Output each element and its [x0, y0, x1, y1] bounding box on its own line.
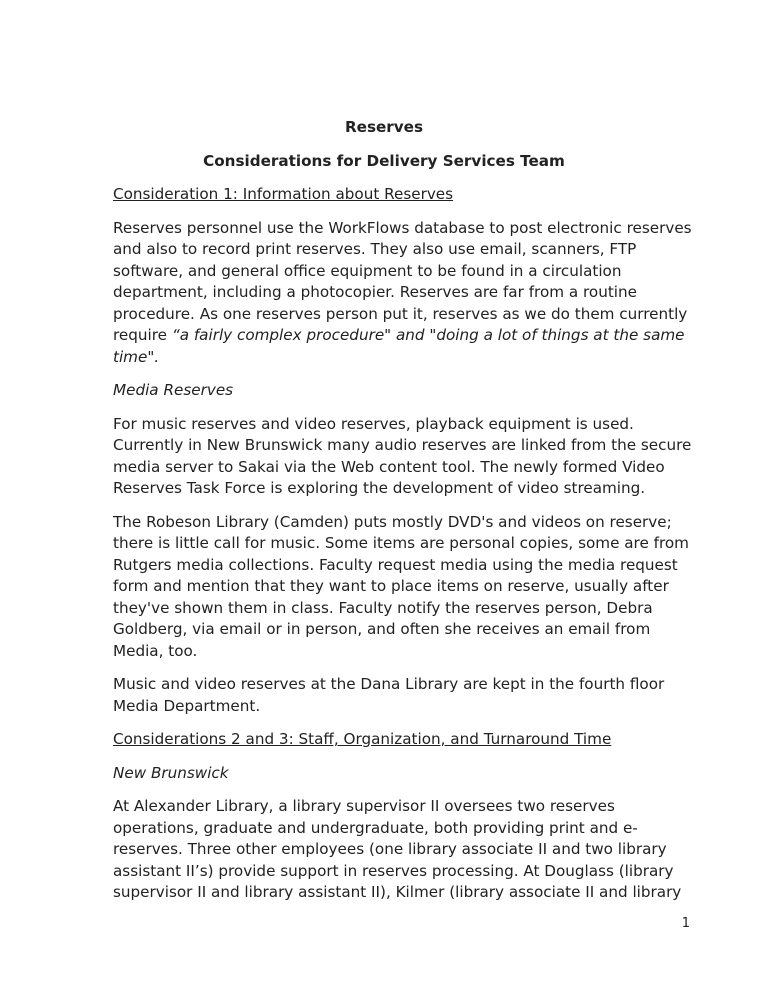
- text-line: form and mention that they want to place items on reserve, usually after: [113, 577, 669, 595]
- text-line: At Alexander Library, a library supervisor II oversees two reserves: [113, 797, 615, 815]
- text-line: procedure. As one reserves person put it, reserves as we do them currently: [113, 304, 688, 323]
- text-line: Currently in New Brunswick many audio reserves are linked from the secure: [113, 436, 692, 454]
- section-heading-1: Consideration 1: Information about Reserves: [113, 185, 454, 203]
- document-title: Reserves: [344, 118, 424, 136]
- text-line: and also to record print reserves. They also use email, scanners, FTP: [113, 240, 637, 258]
- paragraph-dana-library: [113, 674, 713, 717]
- paragraph-alexander-library: [113, 796, 713, 904]
- text-line: The Robeson Library (Camden) puts mostly DVD's and videos on reserve;: [113, 512, 672, 531]
- text-line: Goldberg, via email or in person, and often she receives an email from: [113, 620, 651, 638]
- subheading-media-reserves: Media Reserves: [113, 381, 234, 399]
- text-line: they've shown them in class. Faculty notify the reserves person, Debra: [113, 598, 653, 617]
- text-line: Media Department.: [113, 696, 261, 715]
- quote-text: “a fairly complex procedure" and "doing a lot of things at the same: [171, 326, 685, 344]
- document-subtitle: Considerations for Delivery Services Team: [203, 151, 565, 170]
- paragraph-robeson-library: [113, 512, 713, 663]
- section-heading-2: Considerations 2 and 3: Staff, Organization, and Turnaround Time: [113, 730, 612, 748]
- paragraph-reserves-info: [113, 218, 713, 369]
- page-number: 1: [681, 916, 690, 931]
- text-line: there is little call for music. Some items are personal copies, some are from: [113, 534, 689, 552]
- text-line: reserves. Three other employees (one library associate II and two library: [113, 840, 667, 858]
- text-line: software, and general office equipment to be found in a circulation: [113, 261, 622, 280]
- text-line: media server to Sakai via the Web content tool. The newly formed Video: [113, 457, 665, 476]
- text-line: Reserves Task Force is exploring the development of video streaming.: [113, 479, 646, 497]
- text-line: Rutgers media collections. Faculty request media using the media request: [113, 555, 678, 574]
- paragraph-media-reserves: [113, 414, 713, 500]
- text-line: supervisor II and library assistant II), Kilmer (library associate II and library: [113, 883, 682, 901]
- text-line: assistant II’s) provide support in reserves processing. At Douglass (library: [113, 861, 674, 880]
- text-line: Music and video reserves at the Dana Library are kept in the fourth floor: [113, 675, 665, 693]
- quote-text: time".: [113, 347, 160, 366]
- text-line: operations, graduate and undergraduate, both providing print and e-: [113, 818, 638, 837]
- document-body: [113, 117, 713, 916]
- text-line: [113, 325, 713, 347]
- text-line: Media, too.: [113, 641, 198, 660]
- text-line: For music reserves and video reserves, playback equipment is used.: [113, 414, 634, 433]
- subheading-new-brunswick: New Brunswick: [113, 763, 229, 782]
- text-line: Reserves personnel use the WorkFlows database to post electronic reserves: [113, 218, 692, 237]
- text-prefix: require: [113, 326, 172, 344]
- text-line: department, including a photocopier. Reserves are far from a routine: [113, 283, 637, 301]
